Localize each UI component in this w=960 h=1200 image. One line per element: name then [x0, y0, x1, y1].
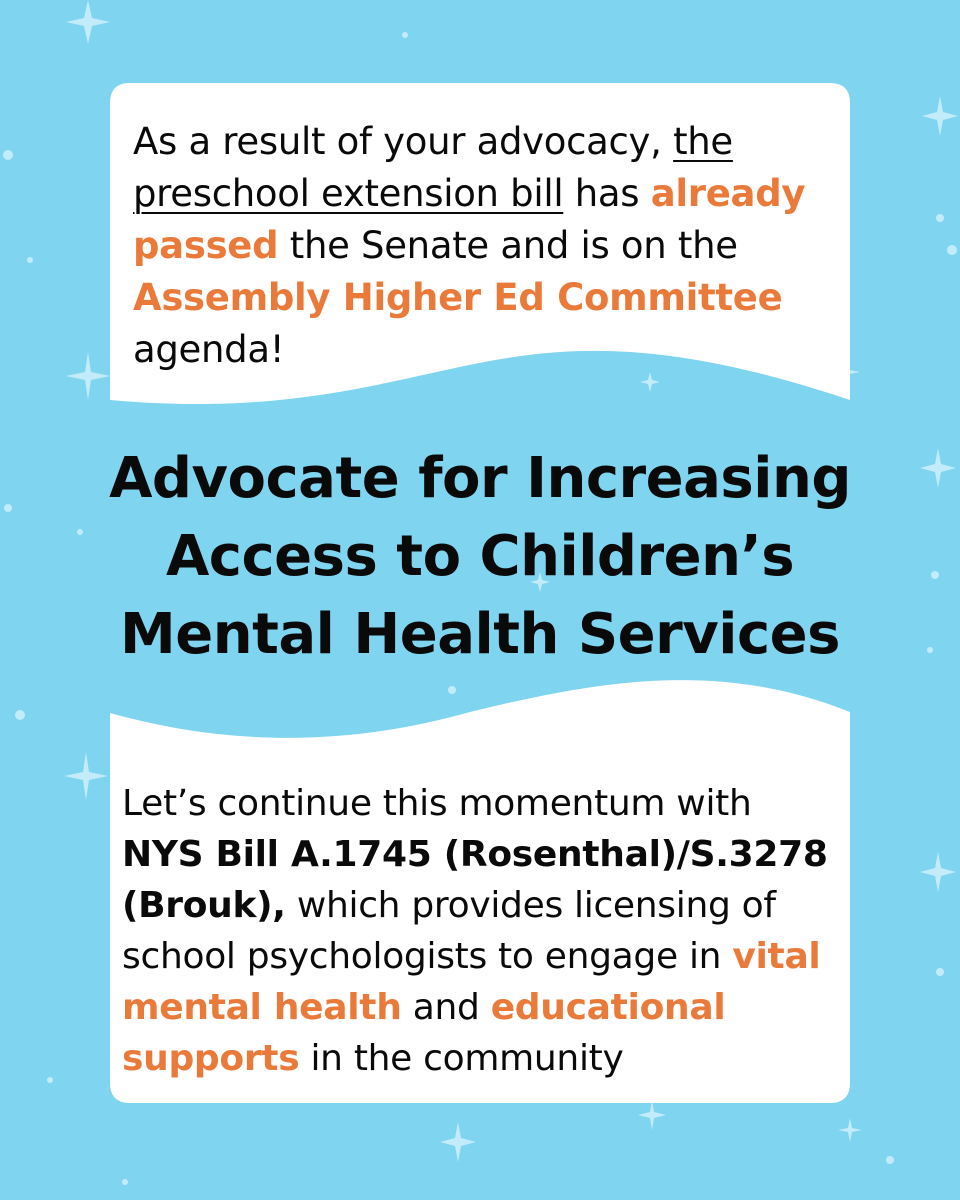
top-text-highlight2: Assembly Higher Ed Committee [133, 276, 783, 319]
top-card-text [133, 116, 833, 376]
headline [20, 440, 940, 674]
headline-line-1: Advocate for Increasing [109, 446, 851, 511]
bottom-card-text [122, 778, 842, 1084]
sparkle-dot [947, 245, 957, 255]
sparkle-icon [838, 1118, 862, 1142]
top-text-part3: the Senate and is on the [278, 224, 738, 267]
top-text-underlined: the preschool extension bill [133, 120, 733, 215]
sparkle-dot [886, 1156, 894, 1164]
top-text-part1: As a result of your advocacy, [133, 120, 674, 163]
sparkle-dot [4, 504, 12, 512]
headline-line-2: Access to Children’s [165, 524, 795, 589]
sparkle-dot [936, 968, 944, 976]
top-text-highlight1: already passed [133, 172, 806, 267]
bottom-text-bill: NYS Bill A.1745 (Rosenthal)/S.3278 (Brouk), [122, 834, 828, 926]
sparkle-dot [47, 1077, 53, 1083]
bottom-text-part3: and [401, 987, 491, 1028]
sparkle-icon [922, 96, 958, 136]
bottom-text-part4: in the community [299, 1038, 624, 1079]
sparkle-dot [936, 214, 944, 222]
bottom-text-part1: Let’s continue this momentum with [122, 783, 752, 824]
top-text-part4: agenda! [133, 328, 285, 371]
sparkle-icon [66, 0, 110, 44]
sparkle-dot [402, 32, 408, 38]
sparkle-icon [64, 752, 108, 800]
sparkle-dot [122, 1179, 128, 1185]
headline-line-3: Mental Health Services [120, 602, 840, 667]
sparkle-icon [66, 352, 110, 400]
sparkle-icon [440, 1122, 476, 1162]
bottom-text-highlight1: vital mental health [122, 936, 821, 1028]
sparkle-dot [27, 257, 33, 263]
bottom-text-part2: which provides licensing of school psychologists to engage in [122, 885, 776, 977]
sparkle-icon [920, 852, 956, 892]
sparkle-dot [3, 150, 13, 160]
sparkle-icon [638, 1100, 666, 1130]
sparkle-dot [15, 710, 25, 720]
top-text-part2: has [563, 172, 651, 215]
bottom-text-highlight2: educational supports [122, 987, 726, 1079]
sparkle-dot [448, 686, 456, 694]
